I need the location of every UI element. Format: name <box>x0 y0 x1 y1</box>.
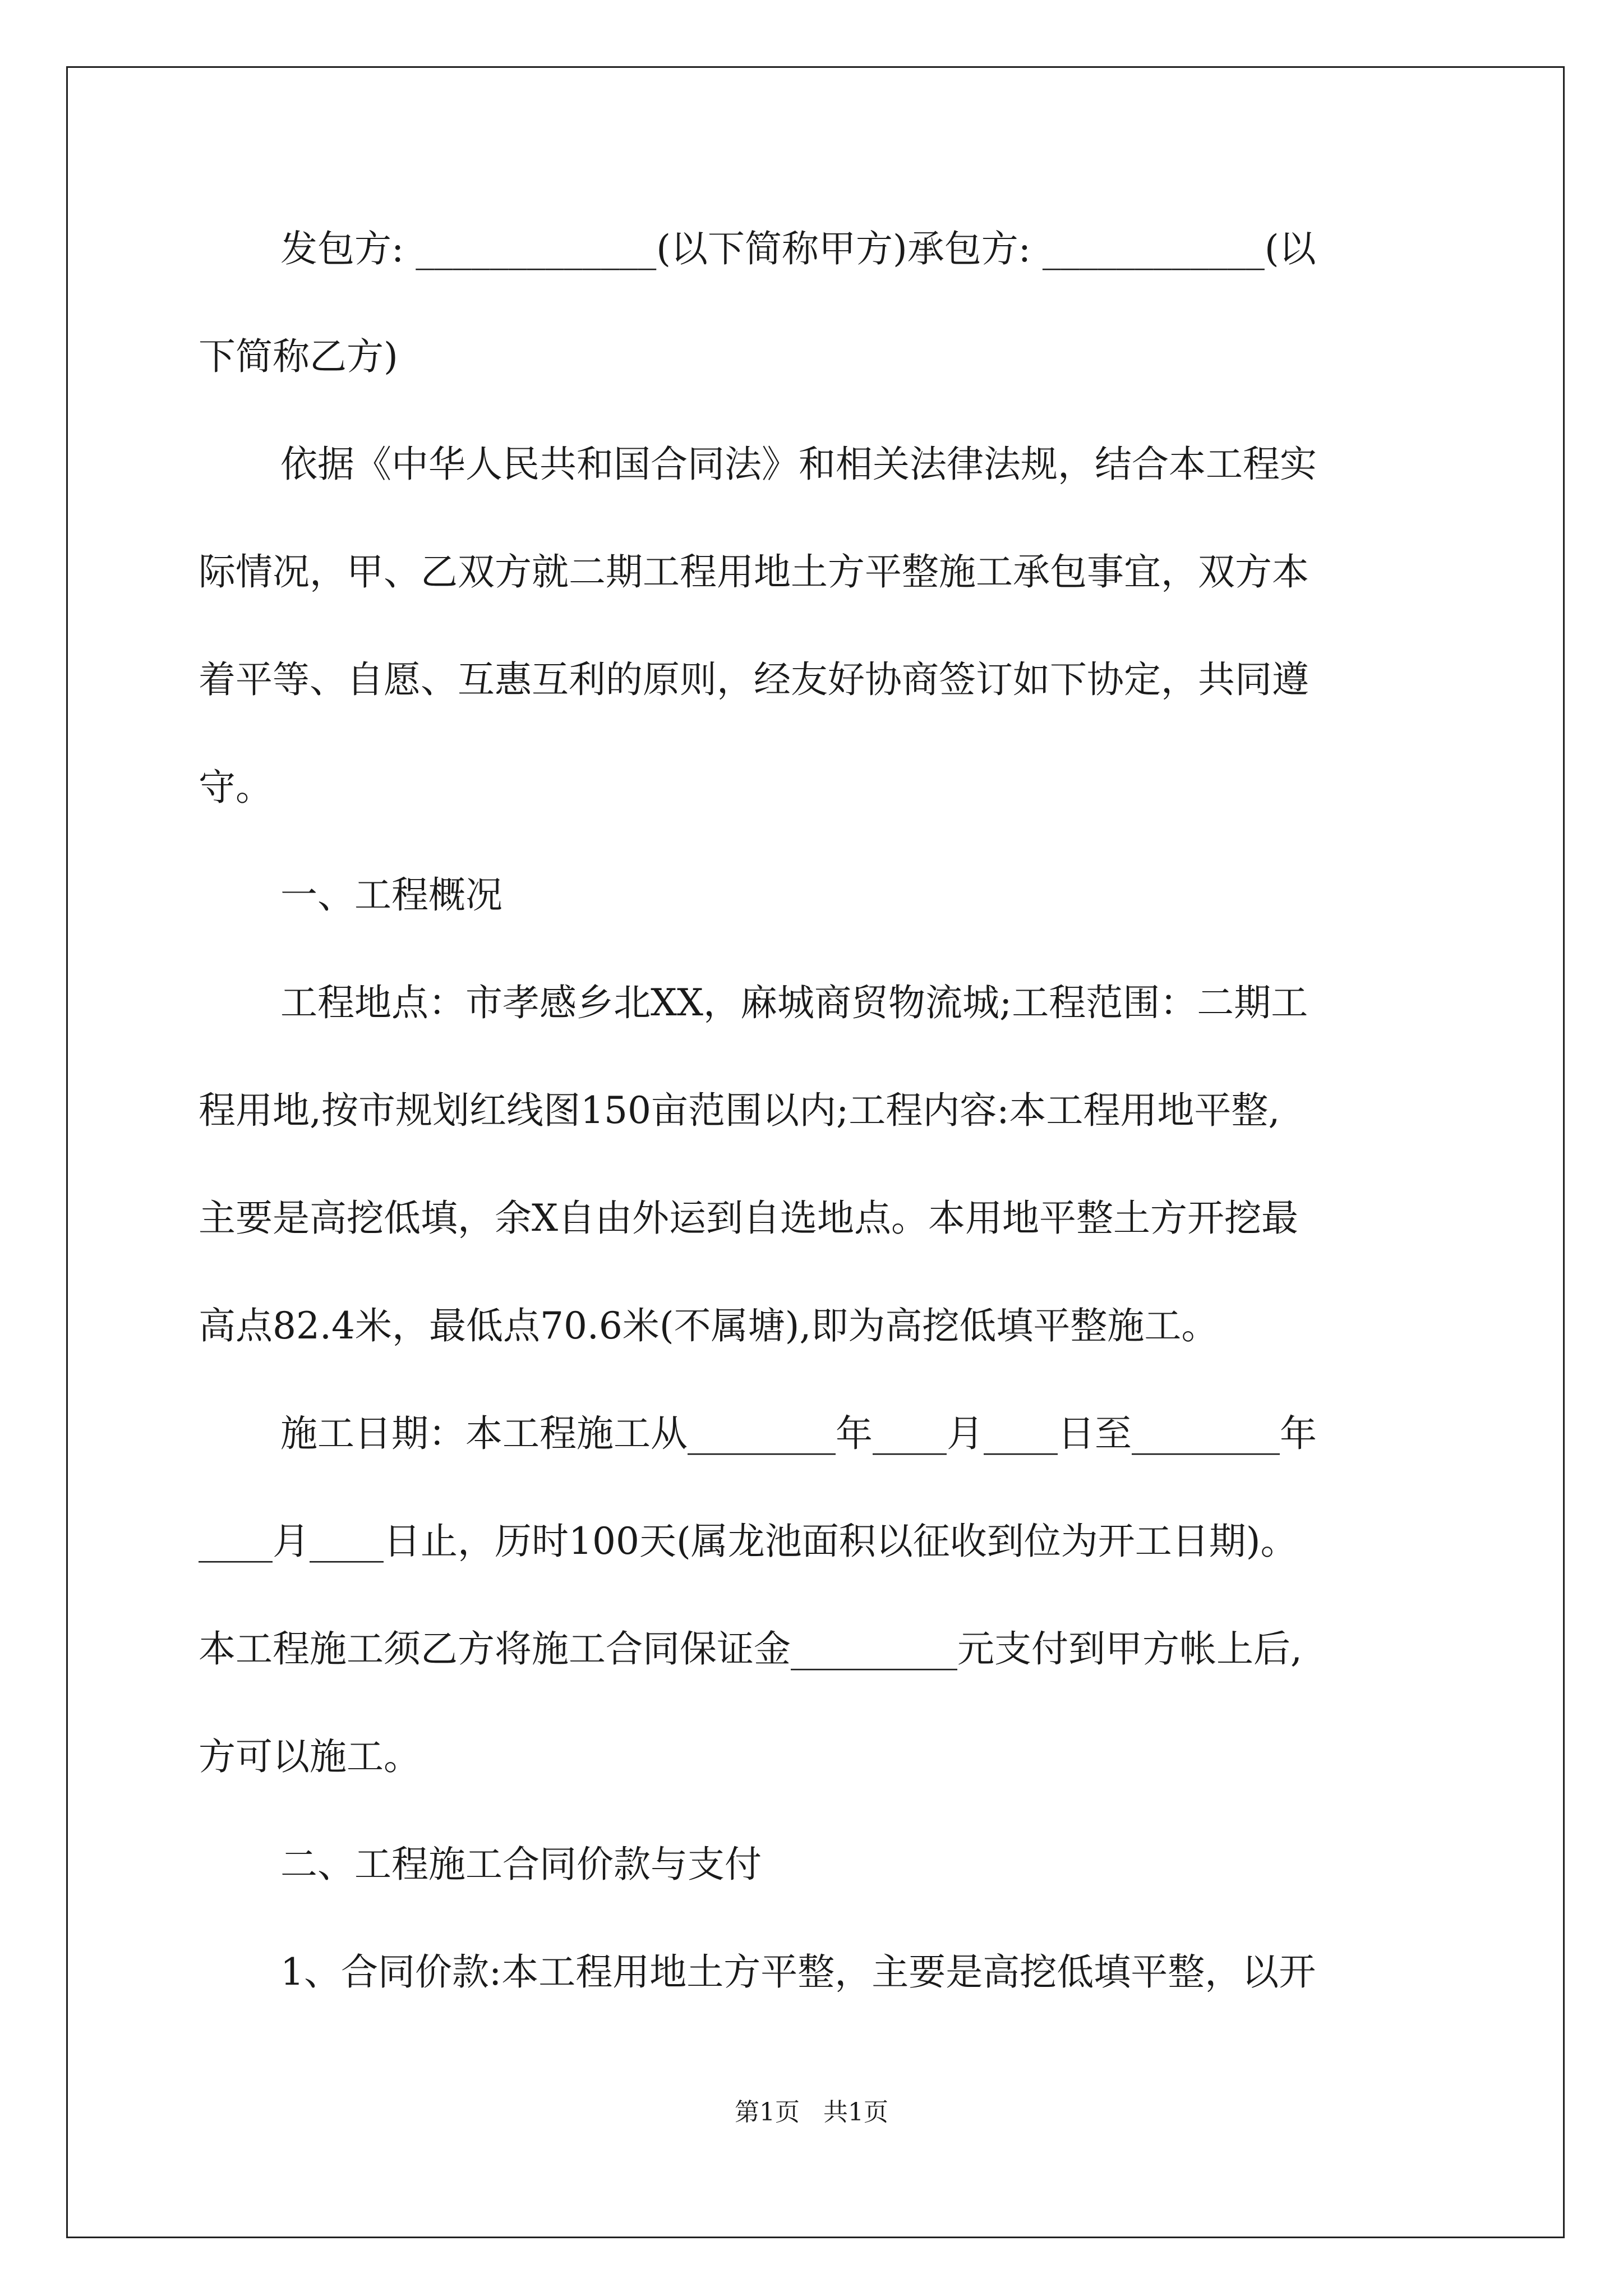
text-line: 工程地点：市孝感乡北XX，麻城商贸物流城;工程范围：二期工 <box>280 981 1308 1024</box>
text-line: 本工程施工须乙方将施工合同保证金_________元支付到甲方帐上后, <box>199 1627 1302 1671</box>
text-line: 1、合同价款:本工程用地土方平整，主要是高挖低填平整，以开 <box>280 1950 1316 1994</box>
text-line: 下简称乙方) <box>199 335 398 378</box>
text-line: 程用地,按市规划红线图150亩范围以内;工程内容:本工程用地平整, <box>199 1089 1280 1132</box>
page-border <box>66 66 1565 2238</box>
section-heading: 二、工程施工合同价款与支付 <box>280 1843 762 1886</box>
text-line: 发包方: _____________(以下简称甲方)承包方: ____________(以 <box>280 227 1316 270</box>
text-line: 守。 <box>199 766 273 809</box>
text-line: 依据《中华人民共和国合同法》和相关法律法规，结合本工程实 <box>280 443 1317 486</box>
text-line: 主要是高挖低填，余X自由外运到自选地点。本用地平整土方开挖最 <box>199 1197 1298 1240</box>
text-line: 施工日期：本工程施工从________年____月____日至________年 <box>280 1412 1317 1455</box>
section-heading: 一、工程概况 <box>280 873 502 917</box>
text-line: 高点82.4米，最低点70.6米(不属塘),即为高挖低填平整施工。 <box>199 1304 1219 1347</box>
text-line: ____月____日止，历时100天(属龙池面积以征收到位为开工日期)。 <box>199 1520 1298 1563</box>
page-number: 第1页 共1页 <box>735 2098 888 2127</box>
text-line: 方可以施工。 <box>199 1735 421 1778</box>
text-line: 际情况，甲、乙双方就二期工程用地土方平整施工承包事宜，双方本 <box>199 550 1309 593</box>
text-line: 着平等、自愿、互惠互利的原则，经友好协商签订如下协定，共同遵 <box>199 658 1309 701</box>
